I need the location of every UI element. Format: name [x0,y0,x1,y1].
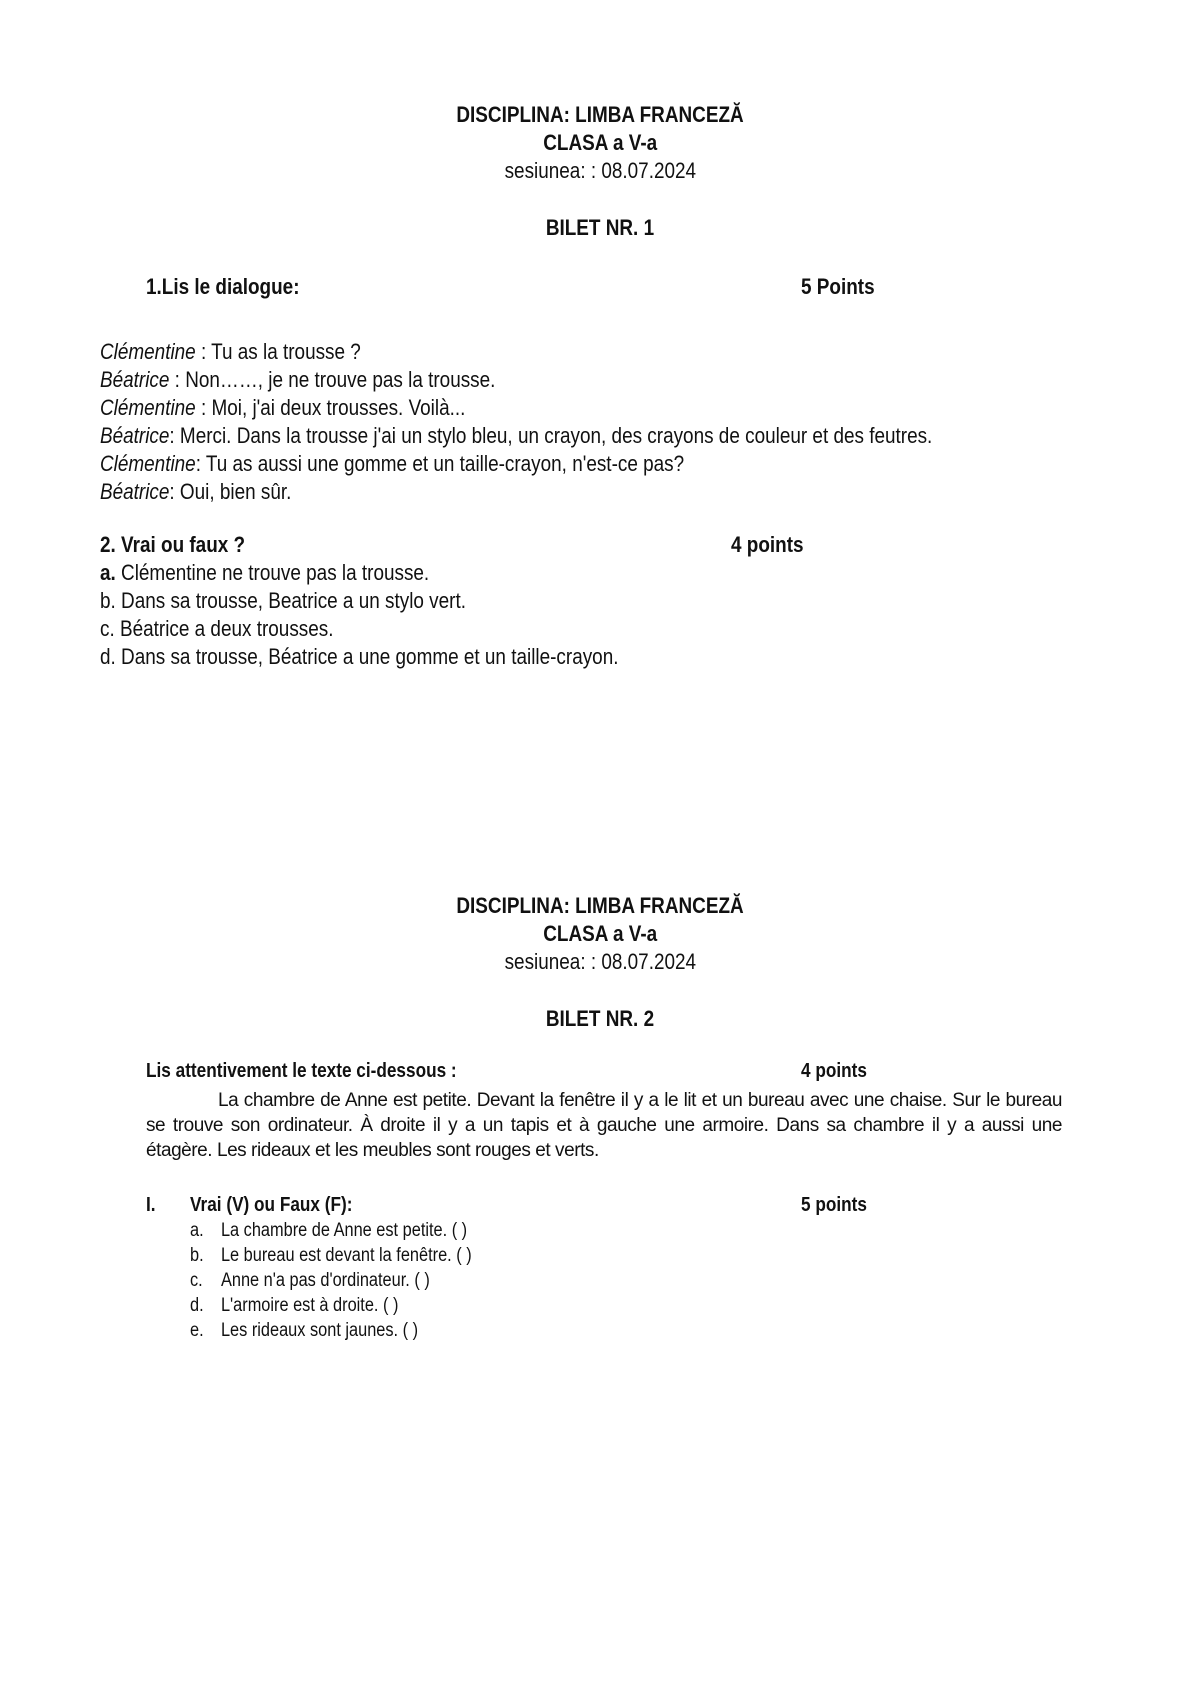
reading-points: 4 points [801,1060,867,1082]
list-item: a. Clémentine ne trouve pas la trousse. [100,560,430,585]
speaker: Clémentine [100,451,196,476]
discipline-heading: DISCIPLINA: LIMBA FRANCEZĂ [456,893,744,918]
exercise-2-title: 2. Vrai ou faux ? [100,532,246,557]
class-heading: CLASA a V-a [543,130,657,155]
list-item: c. Béatrice a deux trousses. [100,616,334,641]
dialogue-line: Béatrice : Non……, je ne trouve pas la trousse. [100,367,496,392]
reading-title: Lis attentivement le texte ci-dessous : [146,1060,457,1082]
reading-text: La chambre de Anne est petite. Devant la fenêtre il y a le lit et un bureau avec une chaise. Sur le bureau se trouve son ordinateur. À droite il y a un tapis et à gauche une armoire. Dans sa chambre il y a aussi une étagère. Les rideaux et les meubles sont rouges et verts. [146,1090,1062,1161]
discipline-heading: DISCIPLINA: LIMBA FRANCEZĂ [456,102,744,127]
speaker: Clémentine [100,339,196,364]
class-heading: CLASA a V-a [543,921,657,946]
exercise-points: 5 points [801,1194,867,1216]
session-date: sesiunea: : 08.07.2024 [504,158,696,183]
exercise-1-points: 5 Points [801,274,875,299]
speaker: Clémentine [100,395,196,420]
dialogue-line: Clémentine : Moi, j'ai deux trousses. Voilà... [100,395,466,420]
exercise-title: Vrai (V) ou Faux (F): [190,1194,353,1216]
list-item: a. La chambre de Anne est petite. ( ) [190,1220,468,1241]
dialogue-line: Béatrice: Oui, bien sûr. [100,479,292,504]
list-item: d. Dans sa trousse, Béatrice a une gomme et un taille-crayon. [100,644,619,669]
true-false-list [190,1218,518,1343]
dialogue-line: Béatrice: Merci. Dans la trousse j'ai un stylo bleu, un crayon, des crayons de couleur et des feutres. [100,423,933,448]
speaker: Béatrice [100,423,170,448]
ticket-number: BILET NR. 2 [545,1006,655,1031]
true-false-list [100,559,703,671]
dialogue [100,338,1068,506]
dialogue-line: Clémentine: Tu as aussi une gomme et un taille-crayon, n'est-ce pas? [100,451,685,476]
list-item: d. L'armoire est à droite. ( ) [190,1295,399,1316]
list-item: b. Le bureau est devant la fenêtre. ( ) [190,1245,472,1266]
ticket-number: BILET NR. 1 [545,215,655,240]
dialogue-line: Clémentine : Tu as la trousse ? [100,339,361,364]
list-item: b. Dans sa trousse, Beatrice a un stylo vert. [100,588,466,613]
speaker: Béatrice [100,367,170,392]
exercise-2-points: 4 points [731,532,804,557]
list-item: c. Anne n'a pas d'ordinateur. ( ) [190,1270,430,1291]
speaker: Béatrice [100,479,170,504]
exercise-1-title: 1.Lis le dialogue: [146,274,300,299]
list-item: e. Les rideaux sont jaunes. ( ) [190,1320,419,1341]
exercise-numeral: I. [146,1194,156,1216]
session-date: sesiunea: : 08.07.2024 [504,949,696,974]
